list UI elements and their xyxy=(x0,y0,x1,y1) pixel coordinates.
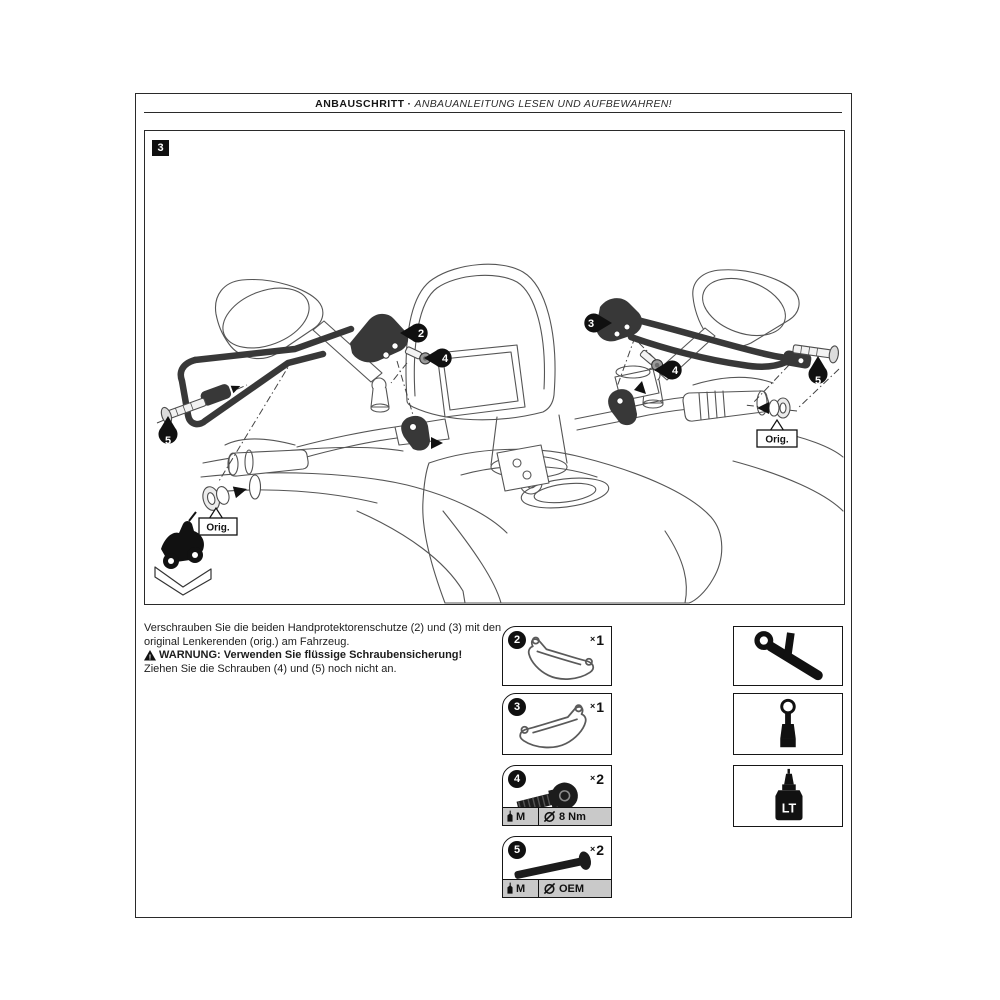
motorcycle-line-art xyxy=(201,264,843,603)
svg-text:Orig.: Orig. xyxy=(765,434,789,446)
threadlocker-spec: M xyxy=(503,808,539,825)
threadlocker-icon xyxy=(506,810,514,823)
tool-card-torque-wrench xyxy=(733,693,843,755)
orig-label-left xyxy=(199,508,237,535)
part-card-3 xyxy=(502,693,612,755)
torque-wrench-icon xyxy=(734,694,842,754)
part-number-badge: 4 xyxy=(508,770,526,788)
clamp-left xyxy=(401,416,430,451)
part-quantity: ×1 xyxy=(589,632,604,648)
header-title: ANBAUSCHRITT xyxy=(315,98,405,110)
part-quantity: ×2 xyxy=(589,771,604,787)
instruction-line-2: original Lenkerenden (orig.) am Fahrzeug. xyxy=(144,635,350,648)
part-card-5 xyxy=(502,836,612,898)
spec-bar xyxy=(503,807,611,825)
part-quantity: ×1 xyxy=(589,699,604,715)
svg-text:4: 4 xyxy=(671,364,679,377)
threadlocker-bottle-icon xyxy=(734,766,842,826)
callout-5-left xyxy=(159,416,178,447)
svg-text:!: ! xyxy=(148,652,152,661)
svg-text:5: 5 xyxy=(164,434,172,447)
bar-end-weight-left xyxy=(200,477,250,512)
svg-text:LT: LT xyxy=(781,801,797,816)
orig-label-right xyxy=(757,420,797,447)
torque-spec: 8 Nm xyxy=(539,808,611,825)
tool-card-threadlocker xyxy=(733,765,843,827)
svg-text:Orig.: Orig. xyxy=(206,522,230,534)
part-number-badge: 2 xyxy=(508,631,526,649)
part-quantity: ×2 xyxy=(589,842,604,858)
instruction-text xyxy=(144,622,504,676)
step-number-badge: 3 xyxy=(152,140,169,156)
svg-text:2: 2 xyxy=(417,327,425,340)
page-header xyxy=(136,98,851,110)
svg-text:5: 5 xyxy=(814,374,822,387)
warning-line xyxy=(144,649,504,663)
assembly-illustration xyxy=(144,130,845,605)
warning-text: WARNUNG: Verwenden Sie flüssige Schraubensicherung! xyxy=(159,649,463,661)
part-number-badge: 5 xyxy=(508,841,526,859)
part-card-4 xyxy=(502,765,612,826)
instruction-line-1: Verschrauben Sie die beiden Handprotektorenschutze (2) und (3) mit den xyxy=(144,622,502,634)
threadlocker-icon xyxy=(506,882,514,895)
warning-icon xyxy=(144,650,156,661)
svg-text:4: 4 xyxy=(441,352,449,365)
header-separator: · xyxy=(407,98,412,110)
part-number-badge: 3 xyxy=(508,698,526,716)
header-rule xyxy=(144,112,842,113)
ring-wrench-icon xyxy=(734,627,842,685)
tool-card-wrench xyxy=(733,626,843,686)
threadlocker-spec: M xyxy=(503,880,539,897)
header-subtitle: ANBAUANLEITUNG LESEN UND AUFBEWAHREN! xyxy=(414,98,672,110)
torque-spec: OEM xyxy=(539,880,611,897)
assembly-diagram xyxy=(145,131,844,604)
page-frame xyxy=(135,93,852,918)
part-card-2 xyxy=(502,626,612,686)
instruction-line-4: Ziehen Sie die Schrauben (4) und (5) noch nicht an. xyxy=(144,662,397,675)
svg-text:3: 3 xyxy=(587,317,595,330)
torque-icon xyxy=(543,810,556,823)
spec-bar xyxy=(503,879,611,897)
torque-icon xyxy=(543,882,556,895)
